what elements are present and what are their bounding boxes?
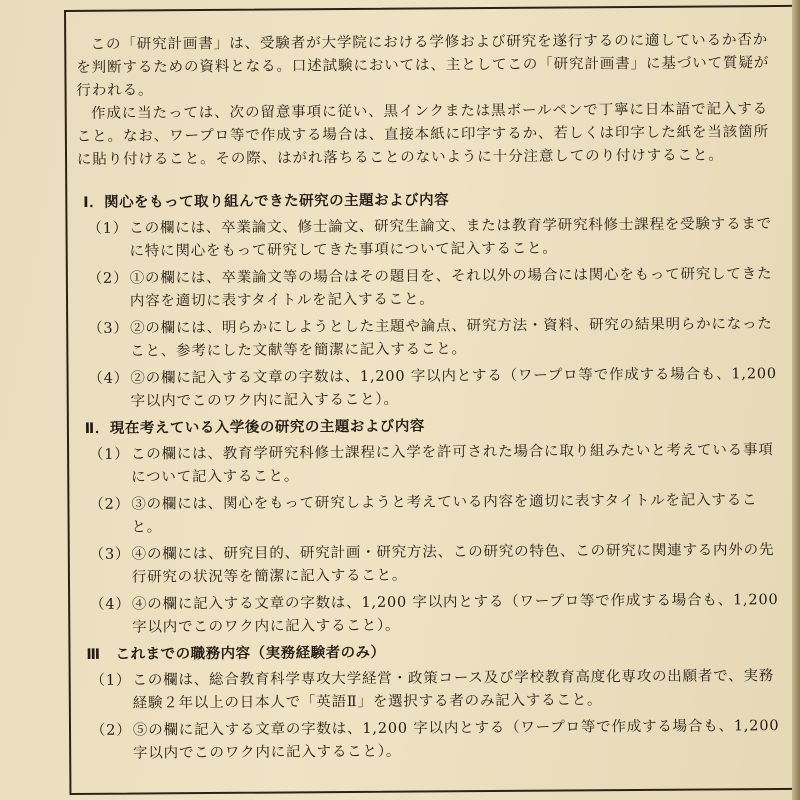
intro-paragraph-2: 作成に当たっては、次の留意事項に従い、黒インクまたは黒ボールペンで丁寧に日本語で記入すること。なお、ワープロ等で作成する場合は、直接本紙に印字するか、若しくは印字した紙を当該箇所に貼り付けること。その際、はがれ落ちることのないように十分注意してのり付けすること。 [76,101,770,168]
item-number: （2） [87,270,129,287]
item-text: この欄には、教育学研究科修士課程に入学を許可された場合に取り組みたいと考えている事項について記入すること。 [130,442,774,486]
item-number: （1） [87,220,129,237]
item-text: ②の欄に記入する文章の字数は、1,200 字以内とする（ワープロ等で作成する場合も、1,200字以内でこのワク内に記入すること）。 [130,366,777,410]
item-text: ①の欄には、卒業論文等の場合はその題目を、それ以外の場合には関心をもって研究してきた内容を適切に表すタイトルを記入すること。 [129,266,773,310]
section-3-item-1 [90,665,780,716]
item-number: （1） [90,672,132,689]
item-text: この欄には、卒業論文、修士論文、研究生論文、または教育学研究科修士課程を受験するまでに特に関心をもって研究してきた事項について記入すること。 [129,216,773,260]
item-number: （1） [88,446,130,463]
page-edge [792,0,800,800]
item-number: （2） [89,496,130,513]
section-3-item-2 [91,715,781,766]
section-1-title: Ⅰ．関心をもって取り組んできた研究の主題および内容 [83,192,450,211]
intro-paragraph-1: この「研究計画書」は、受験者が大学院における学修および研究を遂行するのに適しているか否かを判断するための資料となる。口述試験においては、主としてこの「研究計画書」に基づいて質疑が行われる。 [76,32,770,99]
section-1-item-3 [88,313,778,364]
section-2-item-2 [89,489,779,540]
section-2-item-3 [90,539,780,590]
document-body [76,29,781,770]
item-number: （3） [89,546,131,563]
item-number: （4） [89,596,131,613]
section-1-item-1 [87,213,777,264]
section-2-item-1 [89,439,779,490]
item-number: （3） [88,320,129,337]
section-3-title: Ⅲ これまでの職務内容（実務経験者のみ） [86,644,386,663]
item-text: ④の欄には、研究目的、研究計画・研究方法、この研究の特色、この研究に関連する内外の先行研究の状況等を簡潔に記入すること。 [131,542,775,586]
section-1-item-2 [88,263,778,314]
item-text: この欄は、総合教育科学専攻大学経営・政策コース及び学校教育高度化専攻の出願者で、実務経験２年以上の日本人で「英語Ⅱ」を選択する者のみ記入すること。 [132,668,775,712]
item-number: （4） [88,370,130,387]
item-text: ⑤の欄に記入する文章の字数は、1,200 字以内とする（ワープロ等で作成する場合も、1,200字以内でこのワク内に記入すること）。 [132,718,780,762]
item-text: ③の欄には、関心をもって研究しようと考えている内容を適切に表すタイトルを記入すること。 [131,492,758,536]
section-1-item-4 [88,363,778,414]
item-text: ④の欄に記入する文章の字数は、1,200 字以内とする（ワープロ等で作成する場合も、1,200字以内でこのワク内に記入すること）。 [131,592,779,636]
section-2-item-4 [90,589,780,640]
section-2-title: Ⅱ．現在考えている入学後の研究の主題および内容 [84,418,425,437]
item-text: ②の欄には、明らかにしようとした主題や論点、研究方法・資料、研究の結果明らかになったこと、参考にした文献等を簡潔に記入すること。 [130,316,773,360]
item-number: （2） [90,722,132,739]
